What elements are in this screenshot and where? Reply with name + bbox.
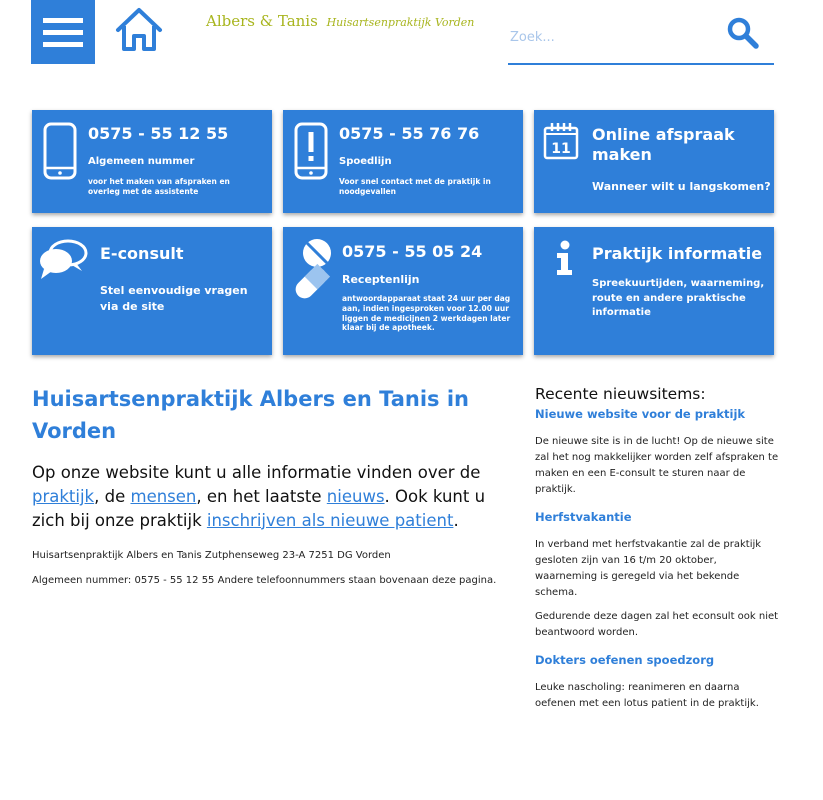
link-praktijk[interactable]: praktijk bbox=[32, 486, 95, 506]
news-item-title[interactable]: Herfstvakantie bbox=[535, 509, 632, 524]
intro-text-part: . bbox=[453, 510, 459, 530]
pills-icon bbox=[289, 237, 341, 307]
intro-text bbox=[32, 461, 502, 533]
tile-title: Praktijk informatie bbox=[592, 244, 763, 263]
tile-subtitle: Spreekuurtijden, waarneming, route en andere praktische informatie bbox=[592, 278, 765, 318]
main-content bbox=[32, 384, 502, 588]
brand-name: Albers & Tanis bbox=[206, 12, 318, 30]
home-icon[interactable] bbox=[114, 6, 164, 52]
link-mensen[interactable]: mensen bbox=[130, 486, 197, 506]
tile-subtitle: Wanneer wilt u langskomen? bbox=[592, 180, 771, 193]
tile-subtitle: Receptenlijn bbox=[342, 273, 420, 286]
link-inschrijven[interactable]: inschrijven als nieuwe patient bbox=[206, 510, 454, 530]
tile-note: Voor snel contact met de praktijk in noodgevallen bbox=[339, 177, 491, 196]
tile-practice-info[interactable] bbox=[534, 227, 774, 355]
calendar-day: 11 bbox=[551, 141, 571, 157]
tile-subtitle: Spoedlijn bbox=[339, 156, 392, 167]
menu-icon-bar bbox=[43, 18, 83, 23]
tile-general-number[interactable] bbox=[32, 110, 272, 213]
tile-e-consult[interactable] bbox=[32, 227, 272, 355]
tile-subtitle: Algemeen nummer bbox=[88, 156, 195, 167]
brand-subtitle: Huisartsenpraktijk Vorden bbox=[326, 16, 475, 29]
search-bar bbox=[508, 16, 774, 65]
site-header bbox=[0, 0, 823, 70]
tile-title: 0575 - 55 12 55 bbox=[88, 124, 229, 143]
news-item-text: Gedurende deze dagen zal het econsult ook niet beantwoord worden. bbox=[535, 610, 779, 638]
phone-icon bbox=[43, 122, 77, 184]
tile-subtitle: Stel eenvoudige vragen via de site bbox=[100, 284, 248, 313]
tile-title: 0575 - 55 05 24 bbox=[342, 242, 483, 261]
search-icon[interactable] bbox=[726, 16, 760, 50]
tile-emergency-line[interactable] bbox=[283, 110, 523, 213]
intro-text-part: Op onze website kunt u alle informatie vinden over de bbox=[32, 463, 481, 482]
news-item-title[interactable]: Dokters oefenen spoedzorg bbox=[535, 652, 715, 667]
intro-text-part: , en het laatste bbox=[196, 486, 327, 506]
tile-title: E-consult bbox=[100, 244, 184, 263]
tile-online-appointment[interactable] bbox=[534, 110, 774, 213]
news-item-text: In verband met herfstvakantie zal de praktijk gesloten zijn van 16 t/m 20 oktober, waarneming is geregeld via het bekende schema. bbox=[535, 538, 762, 598]
brand[interactable] bbox=[206, 12, 474, 30]
tile-title: 0575 - 55 76 76 bbox=[339, 124, 480, 143]
search-input[interactable] bbox=[510, 24, 710, 50]
tile-note: antwoordapparaat staat 24 uur per dag aan, indien ingesproken voor 12.00 uur liggen de medicijnen 2 werkdagen later klaar bij de apotheek. bbox=[342, 294, 511, 333]
menu-button[interactable] bbox=[31, 0, 95, 64]
calendar-icon bbox=[543, 122, 579, 164]
news-heading: Recente nieuwsitems: bbox=[535, 385, 706, 403]
menu-icon-bar bbox=[43, 42, 83, 47]
intro-text-part: . Ook kunt u zich bij onze praktijk bbox=[32, 486, 486, 530]
intro-text-part: , de bbox=[94, 486, 131, 506]
news-sidebar bbox=[535, 385, 780, 712]
phone-info-text: Algemeen nummer: 0575 - 55 12 55 Andere telefoonnummers staan bovenaan deze pagina. bbox=[32, 574, 497, 586]
info-icon bbox=[554, 240, 574, 280]
chat-bubbles-icon bbox=[38, 237, 88, 285]
menu-icon-bar bbox=[43, 30, 83, 35]
tile-note: voor het maken van afspraken en overleg met de assistente bbox=[88, 177, 230, 196]
news-item-title[interactable]: Nieuwe website voor de praktijk bbox=[535, 407, 746, 421]
phone-alert-icon bbox=[294, 122, 328, 184]
page-title: Huisartsenpraktijk Albers en Tanis in Vorden bbox=[32, 387, 470, 443]
news-item-text: Leuke nascholing: reanimeren en daarna oefenen met een lotus patient in de praktijk. bbox=[535, 681, 759, 709]
tile-title: Online afspraak maken bbox=[592, 125, 735, 164]
tile-prescription-line[interactable] bbox=[283, 227, 523, 355]
news-item-text: De nieuwe site is in de lucht! Op de nieuwe site zal het nog makkelijker worden zelf afspraken te maken en een E-consult te sturen naar de praktijk. bbox=[535, 435, 779, 495]
address-text: Huisartsenpraktijk Albers en Tanis Zutphenseweg 23-A 7251 DG Vorden bbox=[32, 549, 391, 561]
link-nieuws[interactable]: nieuws bbox=[326, 486, 385, 506]
